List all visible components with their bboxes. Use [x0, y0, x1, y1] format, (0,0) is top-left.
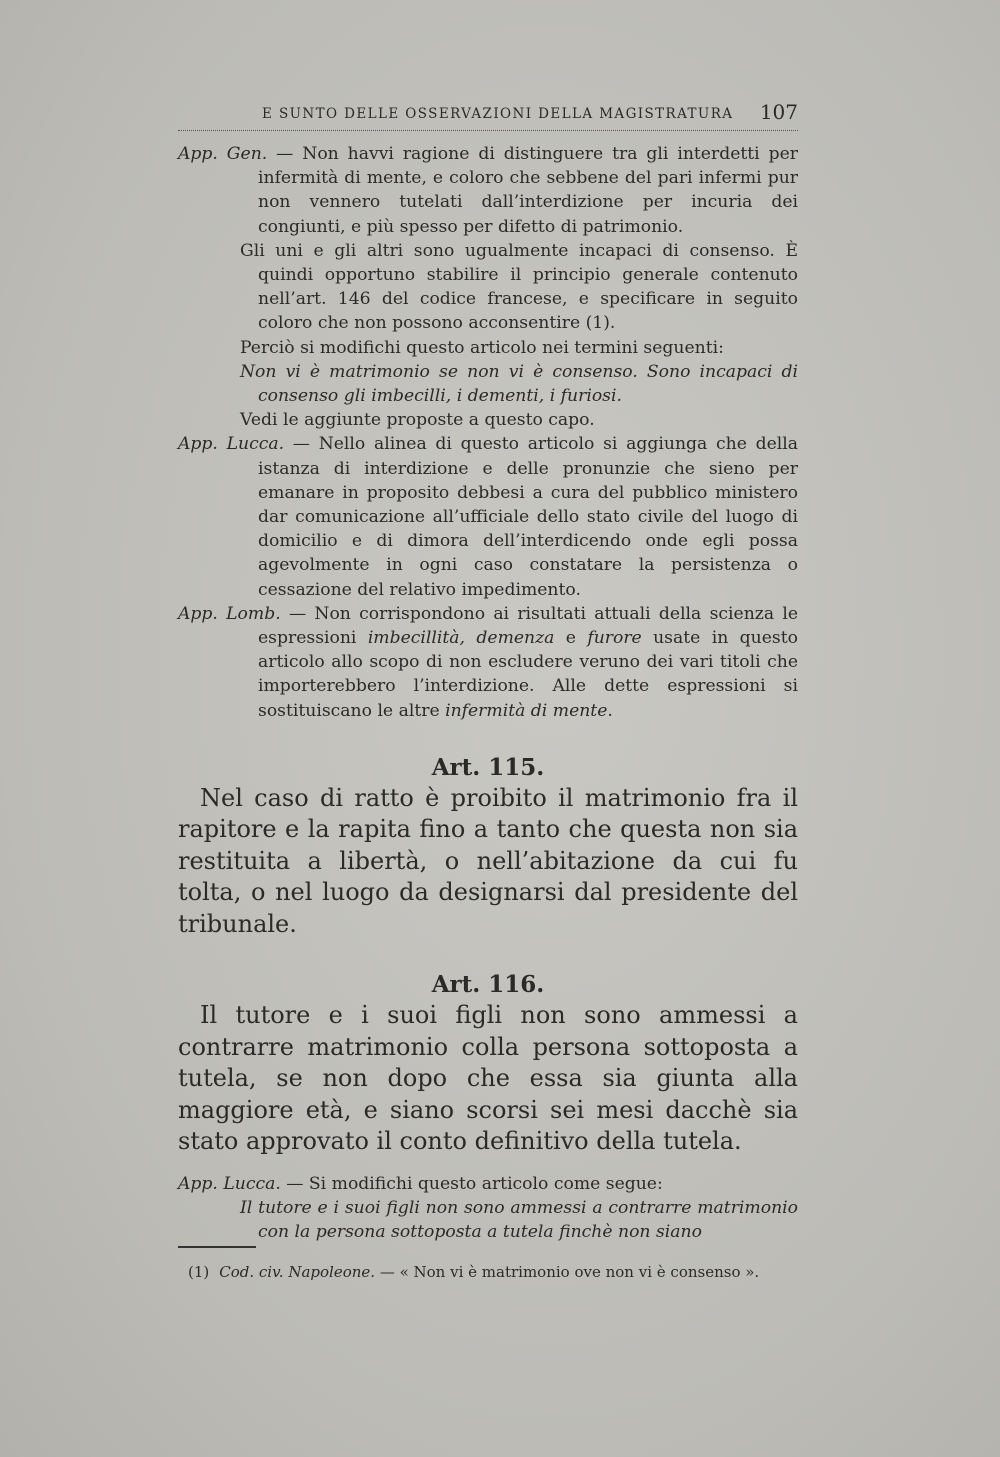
- page-number: 107: [759, 100, 798, 124]
- comment-app-lucca: App. Lucca. — Nello alinea di questo articolo si aggiunga che della istanza di interdizione e delle pronunzie che sieno per emanare in proposito debbesi a cura del pubblico ministero dar comunicazione all’ufficiale dello stato civile del luogo di domicilio e di dimora dell’interdicendo onde egli possa agevolmente in ogni caso constatare la persistenza o cessazione del relativo impedimento.: [178, 434, 799, 600]
- comment-app-lomb: App. Lomb. — Non corrispondono ai risultati attuali della scienza le espressioni imbecillità, demenza e furore usate in questo articolo allo scopo di non escludere veruno dei vari titoli che importerebbero l’interdizione. Alle dette espressioni si sostituiscano le altre infermità di mente.: [178, 603, 798, 721]
- comment-paragraph: Perciò si modifichi questo articolo nei termini seguenti:: [240, 337, 724, 358]
- article-115-title: Art. 115.: [431, 753, 545, 781]
- page-header: [178, 100, 798, 131]
- footnote-text: — « Non vi è matrimonio ove non vi è consenso ».: [375, 1263, 760, 1281]
- comment-app-gen: App. Gen. — Non havvi ragione di distinguere tra gli interdetti per infermità di mente, e coloro che sebbene del pari infermi pur non vennero tutelati dall’interdizione per incuria dei congiunti, e più spesso per difetto di patrimonio.: [178, 144, 798, 237]
- source-app-lucca: App. Lucca.: [178, 434, 285, 455]
- article-115-text: Nel caso di ratto è proibito il matrimonio fra il rapitore e la rapita fino a tanto che questa non sia restituita a libertà, o nell’abitazione da cui fu tolta, o nel luogo da designarsi dal presidente del tribunale.: [178, 783, 798, 938]
- comments-art-114: [178, 142, 798, 723]
- comments-art-116: [178, 1172, 798, 1245]
- comment-paragraph: Vedi le aggiunte proposte a questo capo.: [240, 410, 595, 431]
- article-116-text: Il tutore e i suoi figli non sono ammessi a contrarre matrimonio colla persona sottoposta a tutela, se non dopo che essa sia giunta alla maggiore età, e siano scorsi sei mesi dacchè sia stato approvato il conto definitivo della tutela.: [178, 1001, 798, 1156]
- page-body: [178, 142, 798, 1244]
- comment-app-lucca: App. Lucca. — Si modifichi questo articolo come segue:: [178, 1173, 663, 1194]
- comment-paragraph: Gli uni e gli altri sono ugualmente incapaci di consenso. È quindi opportuno stabilire il principio generale contenuto nell’art. 146 del codice francese, e specificare in seguito coloro che non possono acconsentire (1).: [240, 240, 798, 334]
- footnote-mark: (1): [188, 1263, 210, 1281]
- article-116-title: Art. 116.: [431, 971, 545, 999]
- proposed-text: Non vi è matrimonio se non vi è consenso. Sono incapaci di consenso gli imbecilli, i dementi, i furiosi.: [240, 361, 798, 407]
- source-app-lucca: App. Lucca.: [178, 1173, 281, 1194]
- footnote-rule: [178, 1246, 256, 1248]
- footnote: [188, 1262, 798, 1282]
- source-app-gen: App. Gen.: [178, 144, 268, 164]
- footnote-source: Cod. civ. Napoleone.: [219, 1263, 376, 1281]
- source-app-lomb: App. Lomb.: [178, 603, 281, 624]
- running-title: E SUNTO DELLE OSSERVAZIONI DELLA MAGISTRATURA: [262, 106, 734, 122]
- proposed-text: Il tutore e i suoi figli non sono ammessi a contrarre matrimonio con la persona sottoposta a tutela finchè non siano: [240, 1198, 798, 1243]
